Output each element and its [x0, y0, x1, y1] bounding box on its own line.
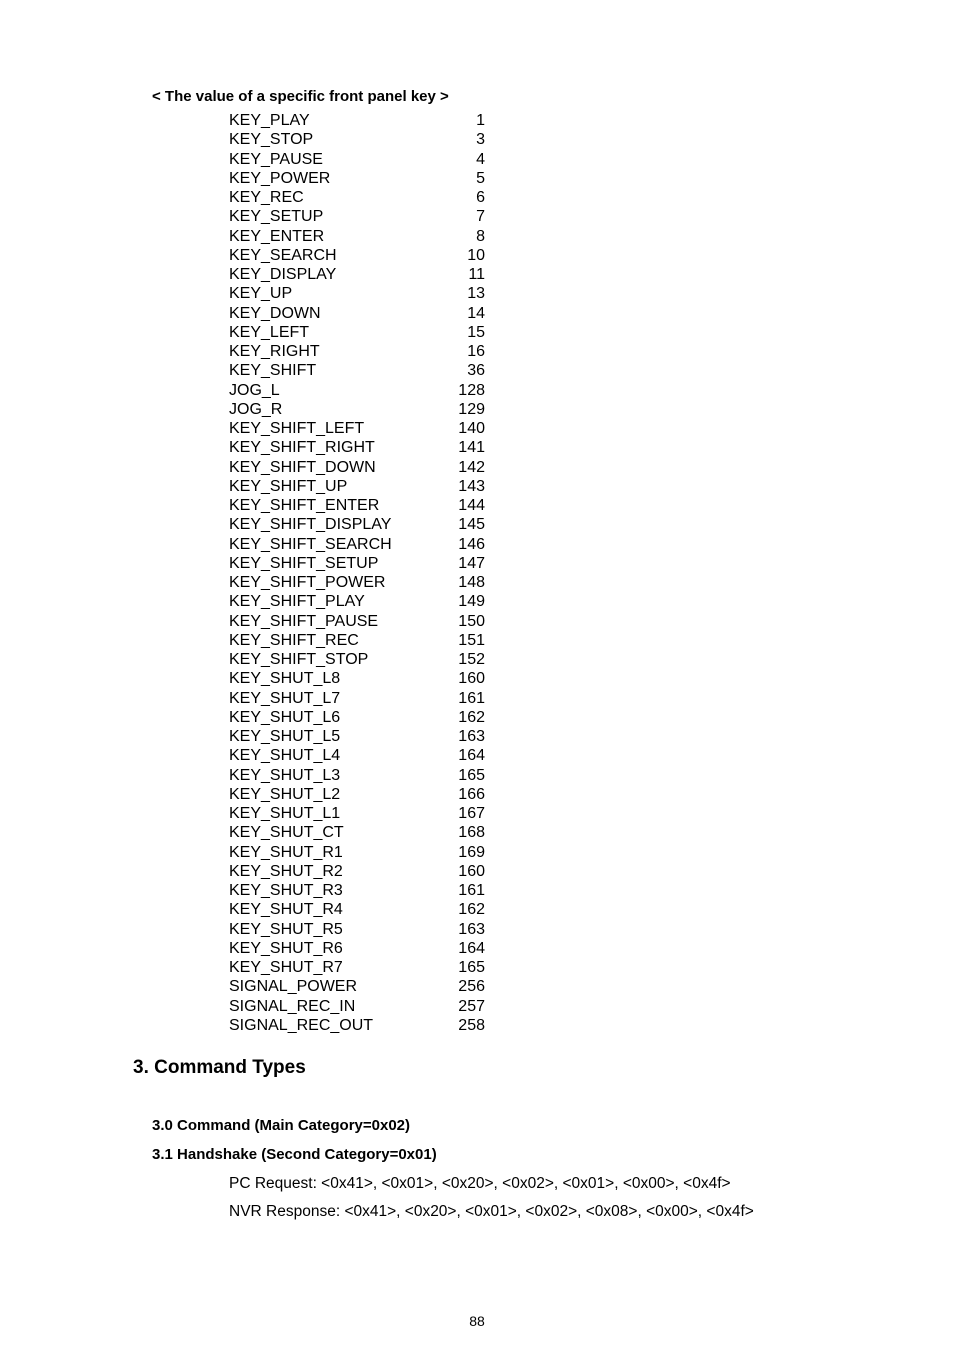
- key-name: KEY_SHIFT_UP: [229, 477, 348, 495]
- key-row: [229, 612, 489, 631]
- key-name: SIGNAL_POWER: [229, 978, 358, 996]
- key-name: KEY_SHIFT: [229, 362, 317, 380]
- key-row: [229, 130, 489, 149]
- key-value: 151: [458, 631, 485, 649]
- key-row: [229, 381, 489, 400]
- key-name: JOG_L: [229, 381, 280, 399]
- key-name: KEY_SHUT_R6: [229, 939, 343, 957]
- key-row: [229, 900, 489, 919]
- key-row: [229, 304, 489, 323]
- key-row: [229, 881, 489, 900]
- key-row: [229, 631, 489, 650]
- key-name: SIGNAL_REC_OUT: [229, 1016, 374, 1034]
- key-row: [229, 804, 489, 823]
- key-row: [229, 246, 489, 265]
- key-value: 164: [458, 747, 485, 765]
- key-row: [229, 284, 489, 303]
- key-name: KEY_SETUP: [229, 208, 324, 226]
- key-name: KEY_SHUT_R1: [229, 843, 343, 861]
- key-row: [229, 207, 489, 226]
- key-row: [229, 689, 489, 708]
- key-name: KEY_SHUT_L5: [229, 728, 341, 745]
- key-name: KEY_SHIFT_SEARCH: [229, 535, 392, 553]
- key-value: 5: [476, 169, 485, 187]
- key-row: [229, 746, 489, 765]
- key-value: 143: [458, 477, 485, 495]
- key-name: KEY_RIGHT: [229, 343, 320, 360]
- subsection-heading-main-category: 3.0 Command (Main Category=0x02): [152, 1117, 410, 1134]
- key-value: 15: [467, 323, 485, 341]
- key-row: [229, 323, 489, 342]
- key-value: 166: [458, 785, 485, 803]
- key-value: 165: [458, 766, 485, 784]
- key-row: [229, 342, 489, 361]
- key-row: [229, 920, 489, 939]
- key-value: 4: [476, 150, 485, 168]
- key-value: 36: [467, 362, 485, 380]
- key-name: KEY_SHIFT_STOP: [229, 651, 369, 668]
- key-name: KEY_LEFT: [229, 323, 310, 341]
- key-row: [229, 438, 489, 457]
- key-name: KEY_POWER: [229, 169, 331, 187]
- key-row: [229, 1016, 489, 1035]
- subsection-heading-handshake: 3.1 Handshake (Second Category=0x01): [152, 1146, 437, 1163]
- key-row: [229, 592, 489, 611]
- key-value: 14: [467, 304, 485, 322]
- key-row: [229, 419, 489, 438]
- key-name: KEY_SHIFT_REC: [229, 631, 359, 649]
- key-value: 10: [467, 246, 485, 264]
- section-title-command-types: 3. Command Types: [133, 1057, 306, 1078]
- key-value: 169: [458, 843, 485, 861]
- key-row: [229, 496, 489, 515]
- key-value: 160: [458, 670, 485, 688]
- key-value: 150: [458, 612, 485, 630]
- key-value: 13: [467, 285, 485, 303]
- key-row: [229, 669, 489, 688]
- key-name: JOG_R: [229, 400, 283, 418]
- key-row: [229, 361, 489, 380]
- key-name: KEY_SHUT_L2: [229, 785, 341, 803]
- key-name: KEY_SHUT_L8: [229, 670, 341, 688]
- key-value: 256: [458, 978, 485, 996]
- key-value: 165: [458, 959, 485, 976]
- key-name: KEY_REC: [229, 189, 304, 206]
- key-name: KEY_SHUT_R4: [229, 901, 343, 919]
- key-name: KEY_SHIFT_PLAY: [229, 593, 365, 611]
- key-value: 141: [458, 439, 485, 457]
- key-value: 160: [458, 862, 485, 880]
- key-row: [229, 111, 489, 130]
- key-value: 144: [458, 497, 485, 514]
- key-row: [229, 862, 489, 881]
- key-value: 145: [458, 516, 485, 534]
- key-value: 163: [458, 728, 485, 745]
- key-value: 164: [458, 939, 485, 957]
- key-name: KEY_DOWN: [229, 304, 321, 322]
- key-name: KEY_SHUT_R3: [229, 882, 343, 899]
- key-name: KEY_SHUT_L4: [229, 747, 341, 765]
- key-value: 16: [467, 343, 485, 360]
- key-value-table: [229, 111, 489, 1035]
- key-row: [229, 458, 489, 477]
- key-value: 129: [458, 400, 485, 418]
- nvr-response-line: NVR Response: <0x41>, <0x20>, <0x01>, <0x02>, <0x08>, <0x00>, <0x4f>: [229, 1203, 754, 1220]
- key-name: KEY_SHUT_R5: [229, 920, 343, 938]
- key-name: KEY_SHIFT_ENTER: [229, 497, 380, 514]
- key-value: 3: [476, 131, 485, 149]
- key-value: 6: [476, 189, 485, 206]
- key-name: KEY_SHUT_R2: [229, 862, 343, 880]
- key-value: 140: [458, 420, 485, 437]
- key-name: KEY_SHUT_R7: [229, 959, 343, 976]
- key-value: 1: [476, 112, 485, 129]
- key-name: KEY_SHIFT_DOWN: [229, 458, 376, 476]
- key-name: KEY_SHIFT_DISPLAY: [229, 516, 392, 534]
- key-row: [229, 708, 489, 727]
- key-name: KEY_SHIFT_PAUSE: [229, 612, 379, 630]
- key-value: 152: [458, 651, 485, 668]
- key-values-heading: < The value of a specific front panel key >: [152, 88, 449, 105]
- key-name: KEY_DISPLAY: [229, 266, 337, 283]
- key-name: KEY_SHUT_L3: [229, 766, 341, 784]
- key-value: 149: [458, 593, 485, 611]
- pc-request-line: PC Request: <0x41>, <0x01>, <0x20>, <0x02>, <0x01>, <0x00>, <0x4f>: [229, 1175, 731, 1192]
- key-row: [229, 823, 489, 842]
- key-name: KEY_SEARCH: [229, 246, 337, 264]
- key-value: 257: [458, 997, 485, 1015]
- key-row: [229, 727, 489, 746]
- key-value: 142: [458, 458, 485, 476]
- key-name: KEY_STOP: [229, 131, 314, 149]
- key-name: SIGNAL_REC_IN: [229, 997, 356, 1015]
- key-value: 167: [458, 805, 485, 822]
- page-number: 88: [469, 1313, 485, 1329]
- key-row: [229, 535, 489, 554]
- key-value: 161: [458, 689, 485, 707]
- key-value: 258: [458, 1016, 485, 1034]
- key-value: 146: [458, 535, 485, 553]
- key-row: [229, 843, 489, 862]
- key-row: [229, 573, 489, 592]
- key-row: [229, 977, 489, 996]
- key-value: 128: [458, 381, 485, 399]
- key-row: [229, 188, 489, 207]
- key-row: [229, 554, 489, 573]
- key-name: KEY_SHIFT_SETUP: [229, 554, 379, 572]
- key-name: KEY_SHUT_CT: [229, 824, 344, 842]
- key-name: KEY_SHIFT_RIGHT: [229, 439, 375, 457]
- key-row: [229, 515, 489, 534]
- key-name: KEY_SHIFT_POWER: [229, 574, 386, 591]
- key-value: 7: [476, 208, 485, 226]
- key-row: [229, 400, 489, 419]
- key-name: KEY_UP: [229, 285, 293, 303]
- key-row: [229, 650, 489, 669]
- key-row: [229, 169, 489, 188]
- key-name: KEY_ENTER: [229, 227, 325, 245]
- key-value: 147: [458, 554, 485, 572]
- key-row: [229, 997, 489, 1016]
- key-row: [229, 766, 489, 785]
- key-name: KEY_PLAY: [229, 112, 310, 129]
- key-name: KEY_SHUT_L1: [229, 805, 341, 822]
- key-value: 11: [468, 266, 485, 283]
- key-row: [229, 150, 489, 169]
- key-value: 168: [458, 824, 485, 842]
- key-row: [229, 477, 489, 496]
- key-name: KEY_SHUT_L7: [229, 689, 341, 707]
- key-name: KEY_PAUSE: [229, 150, 323, 168]
- key-value: 161: [458, 882, 485, 899]
- key-value: 162: [458, 708, 485, 726]
- key-value: 148: [458, 574, 485, 591]
- key-value: 8: [476, 227, 485, 245]
- key-value: 162: [458, 901, 485, 919]
- key-row: [229, 958, 489, 977]
- key-row: [229, 785, 489, 804]
- key-value: 163: [458, 920, 485, 938]
- key-row: [229, 939, 489, 958]
- key-row: [229, 227, 489, 246]
- key-row: [229, 265, 489, 284]
- key-name: KEY_SHUT_L6: [229, 708, 341, 726]
- key-name: KEY_SHIFT_LEFT: [229, 420, 365, 437]
